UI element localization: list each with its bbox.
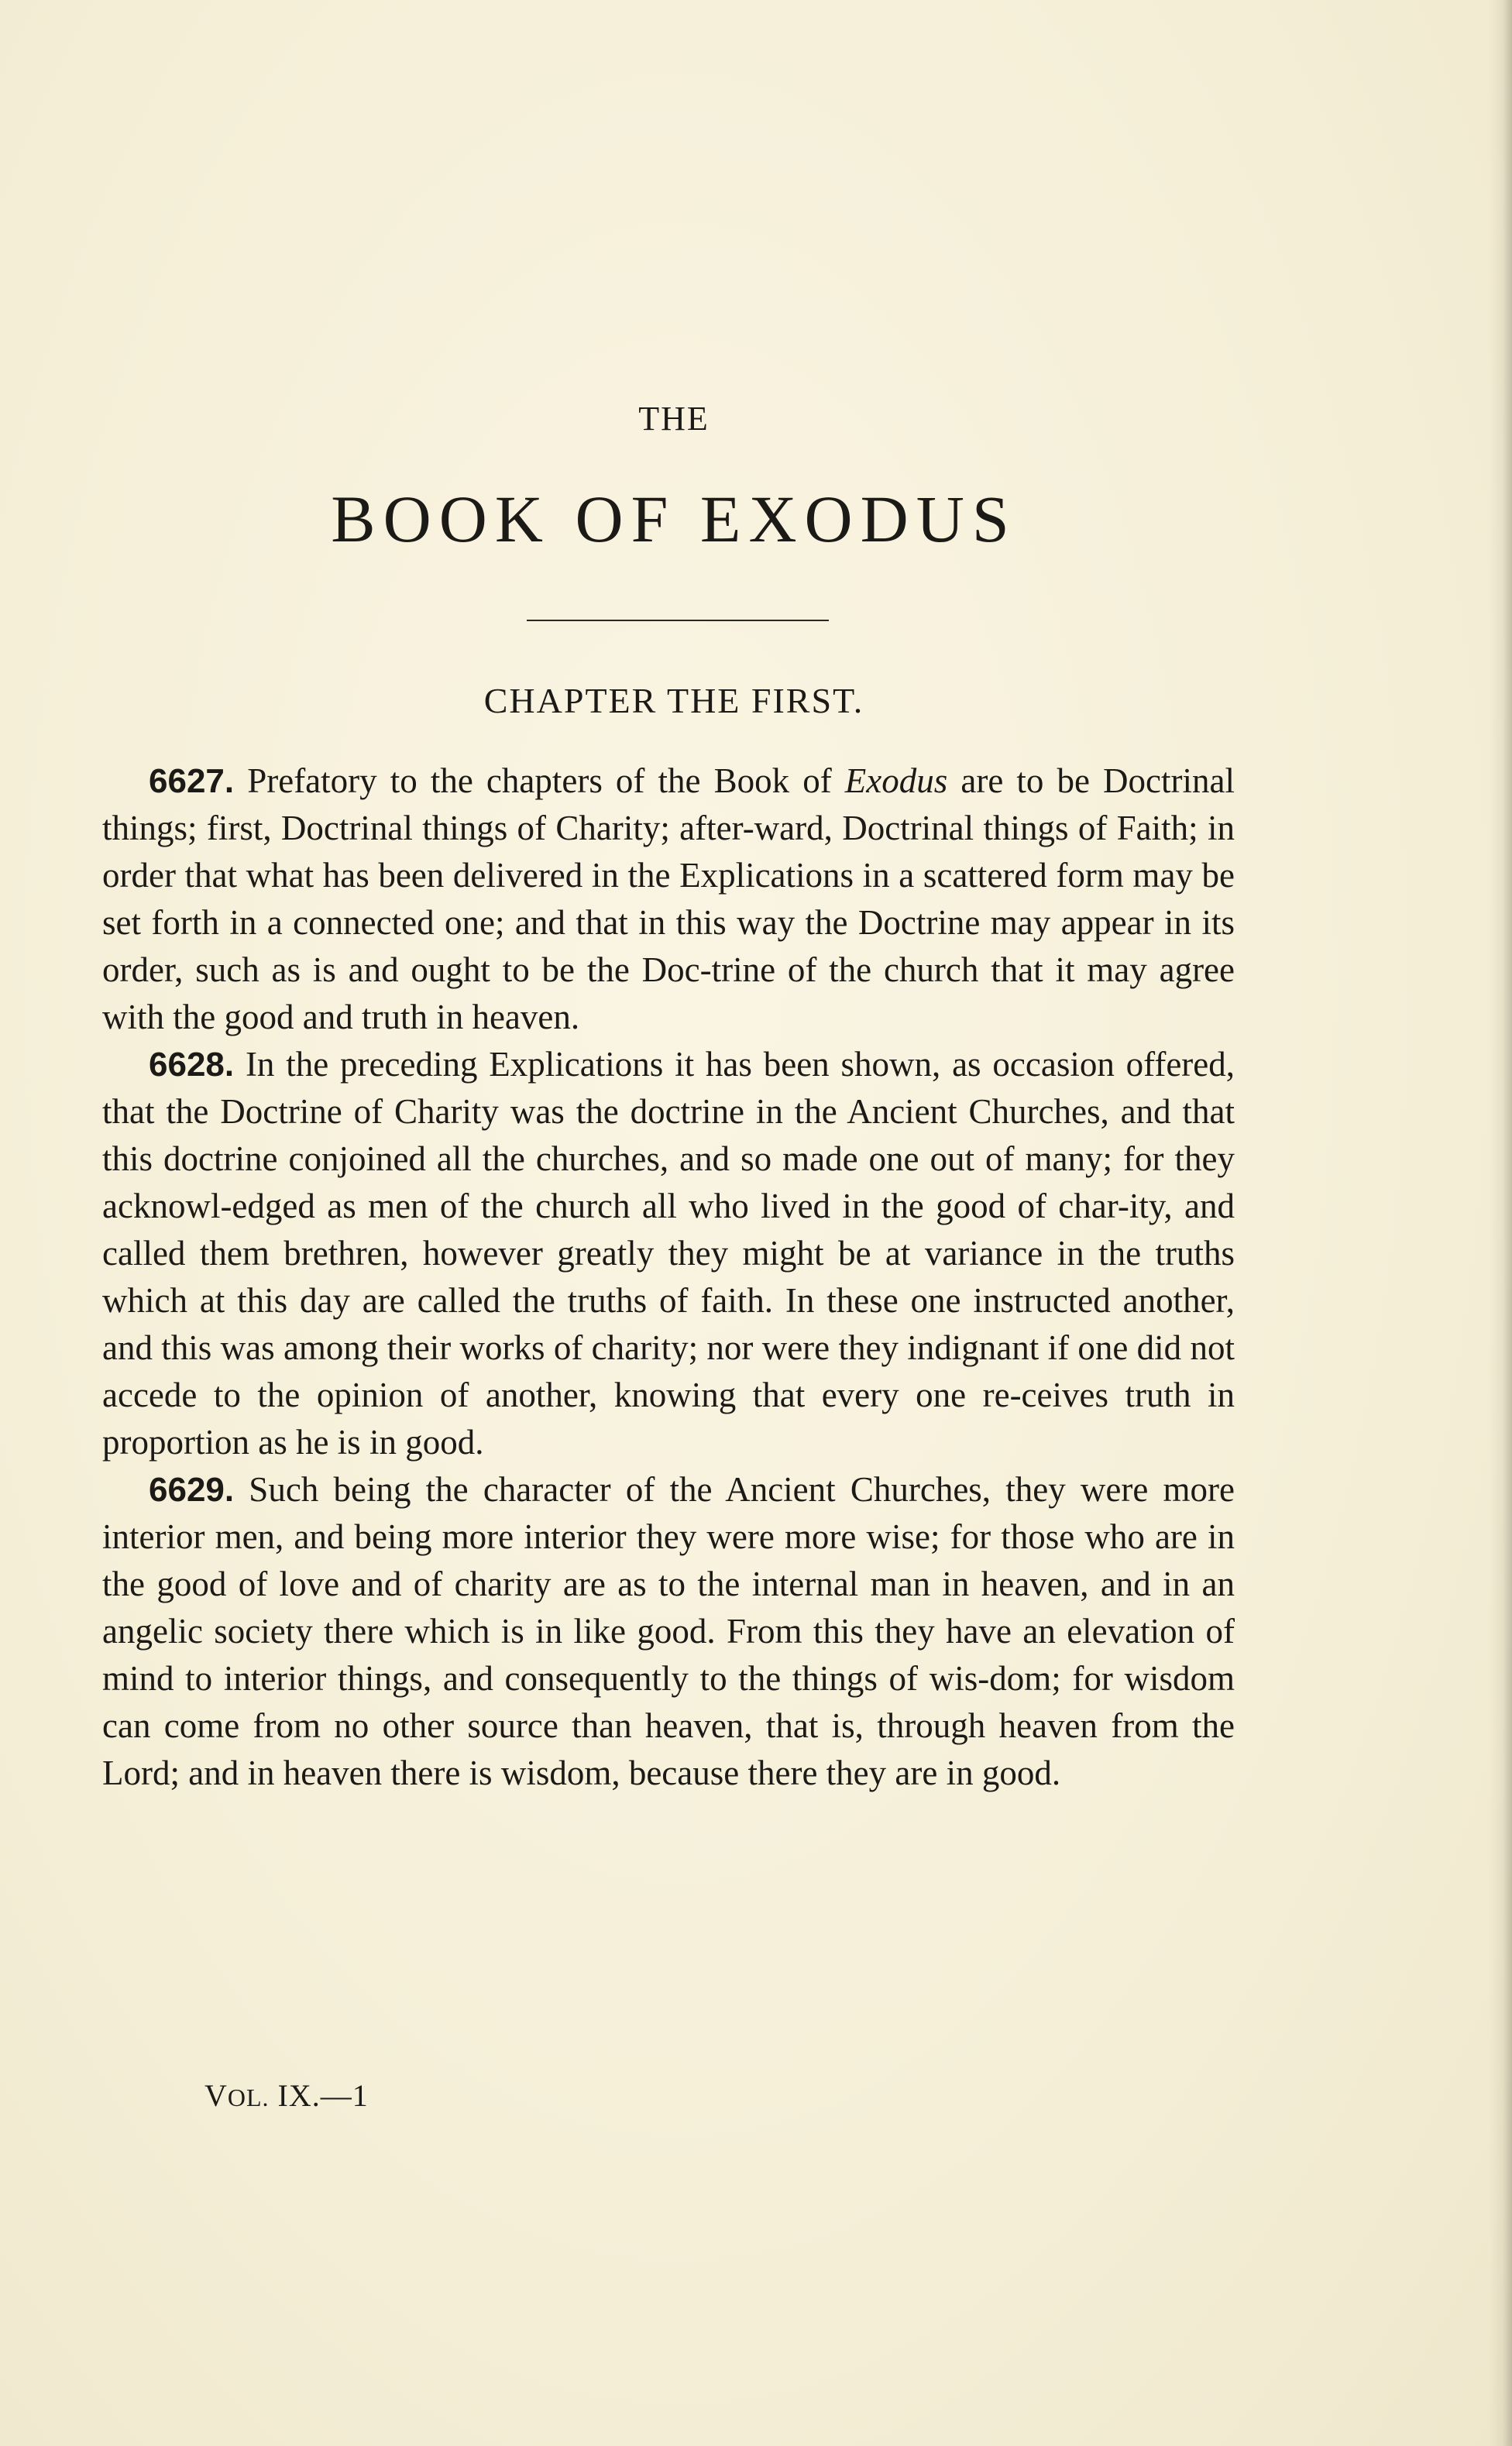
running-title: THE	[638, 400, 710, 438]
paragraph-text: Prefatory to the chapters of the Book of	[234, 761, 845, 800]
paragraph-number: 6628.	[149, 1046, 235, 1084]
paragraph-text: In the preceding Explications it has been shown, as occasion offered, that the Doctrine of Charity was the doctrine in the Ancient Churches, and that this doctrine conjoined all the churches, and so made one out of many; for they acknowl-edged as men of the church all who lived in the good of char-ity, and called them brethren, however greatly they might be at variance in the truths which at this day are called the truths of faith. In these one instructed another, and this was among their works of charity; nor were they indignant if one did not accede to the opinion of another, knowing that every one re-ceives truth in proportion as he is in good.	[102, 1045, 1235, 1462]
paragraph-number: 6629.	[149, 1471, 235, 1509]
title-divider-rule	[527, 620, 829, 621]
paragraph-6629	[102, 1466, 1235, 1797]
signature-smallcaps: OL.	[227, 2084, 270, 2111]
signature-number: IX.—1	[269, 2078, 369, 2113]
paragraph-text: Such being the character of the Ancient Churches, they were more interior men, and being more interior they were more wise; for those who are in the good of love and of charity are as to the internal man in heaven, and in an angelic society there which is in like good. From this they have an elevation of mind to interior things, and consequently to the things of wis-dom; for wisdom can come from no other source than heaven, that is, through heaven from the Lord; and in heaven there is wisdom, because there they are in good.	[102, 1470, 1235, 1792]
body-text	[102, 758, 1235, 1797]
paragraph-6627	[102, 758, 1235, 1041]
book-title: BOOK OF EXODUS	[331, 482, 1017, 556]
paragraph-text: are to be Doctrinal things; first, Doctrinal things of Charity; after-ward, Doctrinal things of Faith; in order that what has been delivered in the Explications in a scattered form may be set forth in a connected one; and that in this way the Doctrine may appear in its order, such as is and ought to be the Doc-trine of the church that it may agree with the good and truth in heaven.	[102, 761, 1235, 1036]
volume-signature	[204, 2077, 369, 2114]
page-edge-shadow	[1489, 0, 1512, 2446]
emphasis-text: Exodus	[844, 761, 948, 800]
chapter-heading: CHAPTER THE FIRST.	[483, 681, 864, 720]
paragraph-number: 6627.	[149, 762, 235, 800]
paragraph-6628	[102, 1041, 1235, 1466]
signature-initial: V	[204, 2078, 228, 2113]
